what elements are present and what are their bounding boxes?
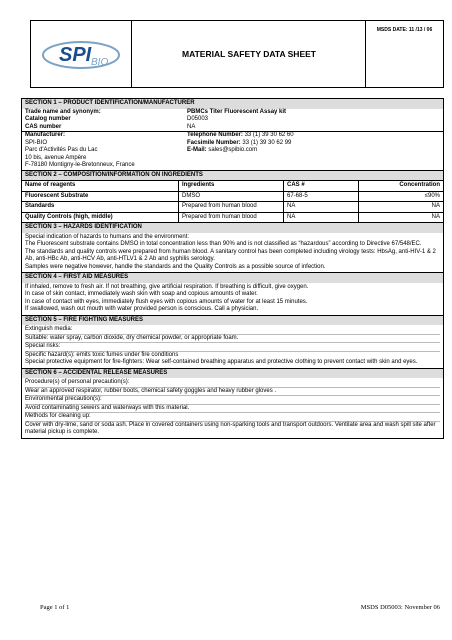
section-5-body — [22, 325, 443, 368]
document-reference: MSDS D05003: November 06 — [360, 604, 440, 611]
paragraph: If swallowed, wash out mouth with water provided person is conscious. Call a physician. — [25, 306, 259, 312]
manufacturer-name: SPI-BIO — [25, 139, 48, 146]
column-header: Concentration — [359, 181, 444, 192]
fax-label: Facsimile Number: — [187, 139, 241, 146]
paragraph: If inhaled, remove to fresh air. If not breathing, give artificial respiration. If breathing is difficult, give oxygen. — [25, 283, 309, 290]
document-header — [30, 20, 444, 88]
section-4-heading: SECTION 4 – FIRST AID MEASURES — [22, 272, 443, 283]
section-3-body — [22, 233, 443, 273]
paragraph: Procedure(s) of personal precaution(s): — [25, 379, 130, 385]
table-header-row — [22, 181, 443, 192]
address-line: F-78180 Montigny-le-Bretonneux, France — [25, 162, 135, 168]
msds-date: MSDS DATE: 11 /13 / 06 — [365, 21, 443, 87]
telephone-label: Telephone Number: — [187, 132, 243, 138]
catalog-label: Catalog number — [25, 116, 71, 122]
section-2-heading: SECTION 2 – COMPOSITION/INFORMATION ON INGREDIENTS — [22, 170, 443, 181]
svg-text:SPI: SPI — [59, 44, 92, 66]
table-cell: 67-68-5 — [284, 191, 359, 202]
section-3-heading: SECTION 3 – HAZARDS IDENTIFICATION — [22, 222, 443, 233]
paragraph: In case of skin contact, immediately wash skin with soap and copious amounts of water. — [25, 291, 258, 297]
table-row — [22, 191, 443, 202]
paragraph: Special indication of hazards to humans and the environment: — [25, 233, 190, 240]
paragraph: Cover with dry-lime, sand or soda ash. Place in covered containers using non-sparking tools and transport outdoors. Ventilate area and wash spill site after material pickup is complete. — [25, 421, 440, 437]
table-cell: DMSO — [179, 191, 284, 202]
msds-body — [21, 98, 444, 439]
table-cell: Prepared from human blood — [179, 202, 284, 213]
spibio-logo — [31, 21, 132, 87]
section-4-body — [22, 283, 443, 315]
trade-name-value: PBMCs Titer Fluorescent Assay kit — [187, 108, 287, 115]
table-cell: ≤90% — [359, 191, 444, 202]
address-line: 10 bis, avenue Ampère — [25, 154, 87, 161]
paragraph: Special risks: — [25, 342, 440, 351]
paragraph: Special protective equipment for fire-fighters: Wear self-contained breathing apparatus and protective clothing to prevent contact with skin and eyes. — [25, 359, 418, 365]
page-number: Page 1 of 1 — [40, 604, 70, 611]
table-row — [22, 212, 443, 222]
column-header: Name of reagents — [22, 181, 179, 192]
table-cell: NA — [284, 202, 359, 213]
section-1-heading: SECTION 1 – PRODUCT IDENTIFICATION/MANUFACTURER — [22, 99, 443, 109]
table-cell: NA — [359, 202, 444, 213]
paragraph: Wear an approved respirator, rubber boots, chemical safety goggles and heavy rubber gloves . — [25, 387, 440, 396]
table-cell: NA — [359, 212, 444, 222]
table-cell: Standards — [22, 202, 179, 213]
cas-value: NA — [187, 123, 196, 130]
fax-value: 33 (1) 39 30 62 99 — [240, 139, 292, 146]
paragraph: Methods for cleaning up: — [25, 412, 440, 421]
table-row — [22, 202, 443, 213]
catalog-value: D05003 — [187, 116, 209, 122]
section-5-heading: SECTION 5 – FIRE FIGHTING MEASURES — [22, 315, 443, 326]
paragraph: The standards and quality controls were prepared from human blood. A sanitary control has been completed including virology tests: HbsAg, anti-HIV-1 & 2 Ab, anti-HBc Ab, anti-HCV Ab, anti-HTLV1 & 2 Ab and syphilis serology. — [25, 248, 436, 262]
section-6-body — [22, 378, 443, 438]
paragraph: Samples were negative however, handle the standards and the Quality Controls as a possible source of infection. — [25, 263, 326, 270]
column-header: CAS # — [284, 181, 359, 192]
section-6-heading: SECTION 6 – ACCIDENTAL RELEASE MEASURES — [22, 368, 443, 379]
document-title: MATERIAL SAFETY DATA SHEET — [182, 49, 316, 59]
manufacturer-label: Manufacturer: — [25, 132, 66, 138]
ingredients-table — [22, 180, 443, 222]
paragraph: Avoid contaminating sewers and waterways with this material. — [25, 404, 440, 413]
paragraph: In case of contact with eyes, immediately flush eyes with copious amounts of water for at least 15 minutes. — [25, 298, 308, 305]
address-line: Parc d'Activités Pas du Lac — [25, 147, 98, 153]
trade-name-label: Trade name and synonym: — [25, 108, 101, 115]
telephone-value: 33 (1) 39 30 62 60 — [242, 132, 294, 138]
column-header: Ingredients — [179, 181, 284, 192]
paragraph: Specific hazard(s): emits toxic fumes under fire conditions — [25, 351, 440, 360]
svg-text:BIO: BIO — [91, 57, 109, 68]
cas-label: CAS number — [25, 123, 62, 130]
email-label: E-Mail: — [187, 147, 207, 153]
table-cell: NA — [284, 212, 359, 222]
paragraph: Environmental precaution(s): — [25, 395, 440, 404]
table-cell: Prepared from human blood — [179, 212, 284, 222]
table-cell: Quality Controls (high, middle) — [22, 212, 179, 222]
paragraph: Suitable: water spray, carbon dioxide, dry chemical powder, or appropriate foam. — [25, 334, 440, 343]
paragraph: Extinguish media: — [25, 326, 73, 332]
email-value: sales@spibio.com — [206, 147, 258, 153]
paragraph: The Fluorescent substrate contains DMSO in total concentration less than 90% and is not classified as “hazardous” according to Directive 67/548/EC. — [25, 241, 422, 247]
table-cell: Fluorescent Substrate — [22, 191, 179, 202]
